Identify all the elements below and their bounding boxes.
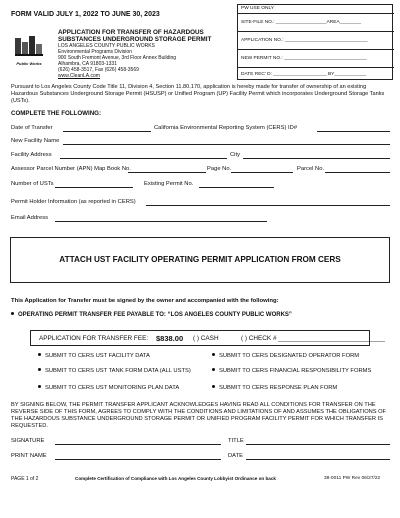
new-permit-no-field[interactable]: NEW PERMIT NO.: _______________________________ — [241, 56, 367, 61]
address-line1: 900 South Fremont Avenue, 3rd Floor Annex Building — [58, 55, 177, 61]
division-name: Environmental Programs Division — [58, 49, 132, 55]
fee-amount: $838.00 — [156, 334, 184, 343]
page-no-label: Page No. — [207, 166, 232, 172]
title-label: TITLE — [228, 438, 244, 444]
fee-payable-text: OPERATING PERMIT TRANSFER FEE PAYABLE TO: “LOS ANGELES COUNTY PUBLIC WORKS” — [18, 312, 292, 318]
intro-paragraph: Pursuant to Los Angeles County Code Title 11, Division 4, Section 11.80.170, application is hereby made for transfer of ownership of an existing Hazardous Substances Underground Storage Permit (HSUSP) or Unified Program (UP) Facility Permit which incorporates Underground Storage Tanks (USTs). — [11, 84, 385, 104]
facility-address-label: Facility Address — [11, 152, 52, 158]
pw-divider — [238, 31, 394, 32]
checklist-item-financial-responsibility — [212, 368, 371, 375]
revision-code: 38-0011 PW Rev 06/27/22 — [324, 476, 381, 481]
phone-fax: (626) 458-3517, Fax (626) 458-3569 — [58, 67, 139, 73]
cers-id-label: California Environmental Reporting System (CERS) ID# — [154, 125, 298, 131]
bullet-icon — [212, 353, 215, 356]
pw-use-only-box — [237, 4, 393, 80]
pw-divider — [238, 67, 394, 68]
bullet-icon — [38, 368, 41, 371]
number-of-usts-label: Number of USTs — [11, 181, 54, 187]
parcel-no-input[interactable] — [325, 172, 390, 173]
form-title-line1: APPLICATION FOR TRANSFER OF HAZARDOUS — [58, 29, 204, 36]
public-works-icon — [15, 36, 43, 56]
signature-input[interactable] — [55, 444, 221, 445]
new-facility-name-label: New Facility Name — [11, 138, 60, 144]
apn-map-book-label: Assessor Parcel Number (APN) Map Book No. — [11, 166, 131, 172]
checklist-text: SUBMIT TO CERS UST TANK FORM DATA (ALL USTS) — [45, 368, 191, 374]
existing-permit-label: Existing Permit No. — [144, 181, 194, 187]
print-name-label: PRINT NAME — [11, 453, 47, 459]
transfer-fee-box — [30, 330, 385, 346]
date-of-transfer-label: Date of Transfer — [11, 125, 53, 131]
checklist-text: SUBMIT TO CERS UST FACILITY DATA — [45, 353, 150, 359]
number-of-usts-input[interactable] — [55, 187, 133, 188]
checklist-item-monitoring-plan — [38, 385, 179, 392]
page-no-input[interactable] — [231, 172, 293, 173]
bullet-icon — [38, 385, 41, 388]
attach-permit-box — [10, 237, 390, 283]
logo-text: Public Works — [16, 61, 42, 66]
permit-holder-input[interactable] — [146, 205, 390, 206]
checklist-text: SUBMIT TO CERS RESPONSE PLAN FORM — [219, 385, 338, 391]
agency-name: LOS ANGELES COUNTY PUBLIC WORKS — [58, 43, 155, 49]
fee-label: APPLICATION FOR TRANSFER FEE: — [39, 335, 149, 342]
print-name-input[interactable] — [55, 459, 221, 460]
checklist-item-designated-operator — [212, 353, 359, 360]
title-input[interactable] — [246, 444, 390, 445]
parcel-no-label: Parcel No. — [297, 166, 325, 172]
bullet-icon — [11, 312, 14, 315]
existing-permit-input[interactable] — [199, 187, 274, 188]
fee-payable-line — [11, 312, 292, 319]
permit-holder-label: Permit Holder Information (as reported in CERS) — [11, 199, 136, 205]
checklist-item-facility-data — [38, 353, 150, 360]
attach-permit-title: ATTACH UST FACILITY OPERATING PERMIT APPLICATION FROM CERS — [59, 255, 341, 264]
email-address-label: Email Address — [11, 215, 49, 221]
check-option[interactable]: ( ) CHECK # ______________________________ — [241, 335, 385, 342]
signature-label: SIGNATURE — [11, 438, 45, 444]
date-input[interactable] — [246, 459, 390, 460]
cash-option[interactable]: ( ) CASH — [193, 335, 219, 342]
bullet-icon — [38, 353, 41, 356]
city-input[interactable] — [243, 158, 390, 159]
form-title-line2: SUBSTANCES UNDERGROUND STORAGE PERMIT — [58, 36, 212, 43]
bullet-icon — [212, 385, 215, 388]
date-received-field[interactable]: DATE REC' D: ____________________ BY____________ — [241, 72, 367, 77]
site-file-field[interactable]: SITE-FILE NO.: ___________________AREA________ — [241, 20, 362, 25]
public-works-logo — [15, 36, 43, 66]
date-label: DATE — [228, 453, 244, 459]
pw-divider — [238, 13, 394, 14]
application-no-field[interactable]: APPLICATION NO.: _______________________________ — [241, 38, 368, 43]
address-line2: Alhambra, CA 91803-1331 — [58, 61, 117, 67]
cers-id-input[interactable] — [317, 131, 390, 132]
acknowledgement-paragraph: BY SIGNING BELOW, THE PERMIT TRANSFER APPLICANT ACKNOWLEDGES HAVING READ ALL CONDITIONS FOR TRANSFER ON THE REVERSE SIDE OF THIS FORM, AGREES TO COMPLY WITH THE CONDITIONS AND LIMITATIONS OF AND ASSUMES THE OBLIGATIONS OF THE HAZARDOUS SUBSTANCE UNDERGROUND STORAGE PERMIT OR UNIFIED PROGRAM FACILITY PERMIT FOR WHICH TRANSFER IS REQUESTED. — [11, 402, 387, 429]
facility-address-input[interactable] — [60, 158, 227, 159]
checklist-item-tank-form — [38, 368, 191, 375]
checklist-text: SUBMIT TO CERS FINANCIAL RESPONSIBILITY FORMS — [219, 368, 372, 374]
pw-divider — [238, 49, 394, 50]
footer-note: Complete Certification of Compliance with Los Angeles County Lobbyist Ordinance on back — [75, 476, 276, 481]
checklist-text: SUBMIT TO CERS DESIGNATED OPERATOR FORM — [219, 353, 360, 359]
new-facility-name-input[interactable] — [63, 144, 390, 145]
checklist-item-response-plan — [212, 385, 337, 392]
city-label: City — [230, 152, 240, 158]
website-link[interactable]: www.CleanLA.com — [58, 73, 100, 79]
page-number: PAGE 1 of 2 — [11, 476, 39, 482]
checklist-text: SUBMIT TO CERS UST MONITORING PLAN DATA — [45, 385, 180, 391]
apn-map-book-input[interactable] — [128, 172, 206, 173]
sign-notice: This Application for Transfer must be signed by the owner and accompanied with the following: — [11, 298, 279, 304]
form-valid-line: FORM VALID JULY 1, 2022 TO JUNE 30, 2023 — [11, 11, 160, 18]
email-address-input[interactable] — [55, 221, 267, 222]
complete-heading: COMPLETE THE FOLLOWING: — [11, 110, 102, 117]
pw-use-only-label: PW USE ONLY — [241, 6, 274, 11]
bullet-icon — [212, 368, 215, 371]
date-of-transfer-input[interactable] — [63, 131, 151, 132]
